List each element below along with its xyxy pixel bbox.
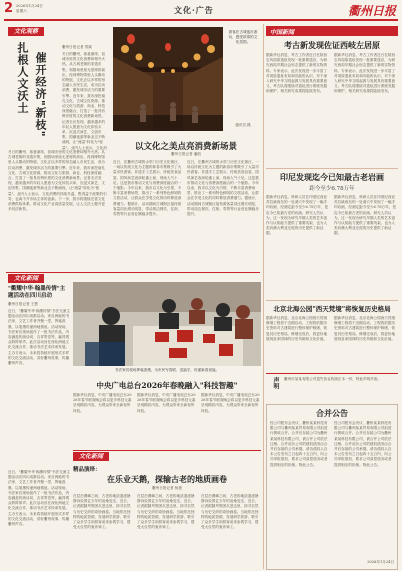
center-byline: 衢州日报记者 潘凯 xyxy=(171,152,201,156)
masthead xyxy=(4,2,398,18)
special-headline: 在乐业天鹅，探输古老的地质画卷 xyxy=(107,474,227,484)
center-headline: 以文化之美点亮消费新场景 xyxy=(134,142,237,152)
col1-body: 冬日的衢州，寒意渐浓，但城市里的文化消费却格外火热。从古城老街的非遗市集，到剧场里座无虚席的演出，再到博物馆里人头攒动的特展，文化正以多样的形态融入市民生活，成为拉动消费、激发城市活力的重要引擎。近年来，我市深挖南孔文化、古城文化资源，推动文化与旅游、商业、科技深度融合，打造了一批具有辨识度的文化消费新场景。记者走访发现，越来越多的年轻人愿意为文化体验买单，沉浸式演艺、文创市集、国潮夜游等新业态不断涌现，让"流量"转化为"留量"。业内人士表示，文化消费的持续升温，既得益于政策的引导，也离不开市场主体的创新。下一步，我市将继续完善文化消费供给体系，推动文化产业高质量发展，让人文沃土催开更多经济新枝。 xyxy=(8,150,107,212)
notice-label: 声明 xyxy=(272,377,279,389)
col1-headline xyxy=(14,42,58,142)
section-title: 文化·广告 xyxy=(174,5,214,15)
book-byline: 衢州日报记者 王慧 xyxy=(8,302,38,306)
cctv-body-left: 据新华社消息，中央广播电视总台2026年春节联欢晚会将以更多科技元素呈现精彩内容，为观众带来全新视听体验。 xyxy=(73,393,132,413)
merger-date: 2026年1月24日 xyxy=(367,560,394,564)
right-column-rule xyxy=(263,24,264,569)
special-body-left: 在层峦叠嶂之间，古老的地质遗迹静静诉说着亿万年的沧桑变迁。近日，记者跟随考察团走进这里，探寻自然与历史交织的奇妙画卷。当地依托独特的地质资源，发展研学旅游，吸引了众多学生和游客前来参观学习，感受大自然的鬼斧神工。 xyxy=(73,494,131,530)
calligraphy-photo-art xyxy=(73,282,261,366)
book-body: 近日，"衢耀中华·翰墨传情"书法交流主题活动在四川成都启动。来自两地的书法家、文艺工作者齐聚一堂，挥毫泼墨，以笔墨传递两地情谊。活动现场，书法家们现场创作了一批书法作品，内容涵盖传统诗词、吉祥寄语等，赢得观众阵阵掌声。此次活动旨在深化两地文化交流合作，推动书法艺术传承发展。主办方表示，未来将持续开展形式多样的文化交流活动，讲好衢州故事，传播衢州声音。 xyxy=(8,309,70,366)
right-headline-3: 北京北海公园"西天梵境"将恢复历史格局 xyxy=(273,305,391,313)
calligraphy-caption: 书法家们现场挥毫泼墨，为市民写春联、送福字，传递新春祝福。 xyxy=(114,368,220,372)
cctv-headline: 中央广电总台2026年春晚融入"科技智趣" xyxy=(96,381,238,390)
col1-body-top: 冬日的衢州，寒意渐浓，但城市里的文化消费却格外火热。从古城老街的非遗市集，到剧场里座无虚席的演出，再到博物馆里人头攒动的特展，文化正以多样的形态融入市民生活，成为拉动消费、激发城市活力的重要引擎。近年来，我市深挖南孔文化、古城文化资源，推动文化与旅游、商业、科技深度融合，打造了一批具有辨识度的文化消费新场景。记者走访发现，越来越多的年轻人愿意为文化体验买单，沉浸式演艺、文创市集、国潮夜游等新业态不断涌现，让"流量"转化为"留量"。业内人士表示，文化消 xyxy=(62,52,107,150)
right-divider-1 xyxy=(266,168,398,169)
special-kicker: 精品演绎： xyxy=(73,467,101,473)
right-header-bar xyxy=(266,26,398,36)
right-body-1b: 据新华社消息，考古工作者近日在陕西宝鸡周原遗址发现一批重要遗存，为研究西周早期社会形态提供了新的实物资料。专家表示，此次发现进一步丰富了对周原遗址布局和功能的认识，对于深入研究中华文明起源与发展具有重要意义。考古队将继续对遗址进行系统发掘和保护，相关研究成果将陆续发布。 xyxy=(334,53,396,94)
headline-vertical-1: 扎根人文沃土 xyxy=(16,42,29,114)
right-body-3a: 据新华社消息，北京北海公园西天梵境修缮工程将于近期启动，工程将依据历史资料对古建筑进行整体保护修缮，恢复其历史格局。修缮完成后，将更好地展现皇家园林的历史风貌和文化价值。 xyxy=(266,316,328,341)
date-line: 2026年1月24日 xyxy=(16,4,43,8)
special-byline: 衢州日报记者 杨惠 xyxy=(152,486,182,490)
notice-body: 衢州市某某有限公司遗失营业执照正本一份，特此声明作废。 xyxy=(284,377,382,381)
calligraphy-photo xyxy=(73,282,261,366)
section-tag-culture-observation: 文化观察 xyxy=(8,27,44,36)
section-tag-special: 文化新闻 xyxy=(73,452,109,461)
merger-body-b: 经公司股东会决议，衢州某某科技有限公司与衢州某某贸易有限公司拟进行吸收合并。合并后存续公司为衢州某某科技有限公司，被合并公司依法注销。合并前各公司的债权债务由合并后存续的公司承继。请各债权人自本公告发布之日起四十五日内，向公司申报债权，要求公司清偿债务或者提供相应的担保。特此公告。 xyxy=(334,421,392,467)
right-body-2a: 据新华社消息，科研人员在印度尼西亚苏拉威西岛的一处洞穴中发现了一幅手印岩画，经测定距今至少6.78万年，是迄今已知最古老的岩画。研究人员认为，这一发现为研究早期人类的艺术创作与认知能力提供了重要线索，也为人类向澳大利亚迁徙的历史提供了新证据。 xyxy=(266,195,328,236)
merger-title: 合并公告 xyxy=(316,408,348,418)
left-divider xyxy=(6,272,260,273)
paper-name: 衢州日报 xyxy=(347,4,396,18)
right-subhead-2: 距今至少6.78万年 xyxy=(309,186,355,192)
headline-vertical-2: 催开经济"新枝" xyxy=(34,52,47,138)
special-body-mid: 在层峦叠嶂之间，古老的地质遗迹静静诉说着亿万年的沧桑变迁。近日，记者跟随考察团走进这里，探寻自然与历史交织的奇妙画卷。当地依托独特的地质资源，发展研学旅游，吸引了众多学生和游客前来参观学习，感受大自然的鬼斧神工。 xyxy=(137,494,195,530)
photo-credit: 通讯员 摄 xyxy=(235,123,251,127)
center-body-left: 近日，在衢州古城的水亭门历史文化街区，一场以传统文化为主题的新春市集吸引了大量市民游客。非遗手工艺展示、传统美食品鉴、国风演艺表演轮番上演，现场人气十足。这是我市推动文化与消费深度融合的一个缩影。今年以来，我市以文化为引领，不断丰富消费场景，推出了一系列特色鲜明的文旅活动，让群众在享受文化的同时释放消费潜力。据统计，活动期间古城街区接待游客量同比增长明显，带动周边餐饮、住宿、零售等行业营业额稳步提升。 xyxy=(113,160,182,217)
right-headline-2: 印尼发现迄今已知最古老岩画 xyxy=(280,172,384,182)
right-body-3b: 据新华社消息，北京北海公园西天梵境修缮工程将于近期启动，工程将依据历史资料对古建筑进行整体保护修缮，恢复其历史格局。修缮完成后，将更好地展现皇家园林的历史风貌和文化价值。 xyxy=(334,316,396,341)
weekday: 星期六 xyxy=(16,9,27,13)
book-body-continued: 近日，"衢耀中华·翰墨传情"书法交流主题活动在四川成都启动。来自两地的书法家、文艺工作者齐聚一堂，挥毫泼墨，以笔墨传递两地情谊。活动现场，书法家们现场创作了一批书法作品，内容涵盖传统诗词、吉祥寄语等，赢得观众阵阵掌声。此次活动旨在深化两地文化交流合作，推动书法艺术传承发展。主办方表示，未来将持续开展形式多样的文化交流活动，讲好衢州故事，传播衢州声音。 xyxy=(8,470,70,527)
special-body-right: 在层峦叠嶂之间，古老的地质遗迹静静诉说着亿万年的沧桑变迁。近日，记者跟随考察团走进这里，探寻自然与历史交织的奇妙画卷。当地依托独特的地质资源，发展研学旅游，吸引了众多学生和游客前来参观学习，感受大自然的鬼斧神工。 xyxy=(201,494,259,530)
lantern-street-photo xyxy=(113,27,223,131)
col1-byline: 衢州日报记者 郑斌 xyxy=(62,45,92,49)
merger-body-a: 经公司股东会决议，衢州某某科技有限公司与衢州某某贸易有限公司拟进行吸收合并。合并后存续公司为衢州某某科技有限公司，被合并公司依法注销。合并前各公司的债权债务由合并后存续的公司承继。请各债权人自本公告发布之日起四十五日内，向公司申报债权，要求公司清偿债务或者提供相应的担保。特此公告。 xyxy=(270,421,328,467)
page-number: 2 xyxy=(4,1,14,16)
center-body-right: 近日，在衢州古城的水亭门历史文化街区，一场以传统文化为主题的新春市集吸引了大量市民游客。非遗手工艺展示、传统美食品鉴、国风演艺表演轮番上演，现场人气十足。这是我市推动文化与消费深度融合的一个缩影。今年以来，我市以文化为引领，不断丰富消费场景，推出了一系列特色鲜明的文旅活动，让群众在享受文化的同时释放消费潜力。据统计，活动期间古城街区接待游客量同比增长明显，带动周边餐饮、住宿、零售等行业营业额稳步提升。 xyxy=(187,160,259,217)
cctv-body-right: 据新华社消息，中央广播电视总台2026年春节联欢晚会将以更多科技元素呈现精彩内容，为观众带来全新视听体验。 xyxy=(201,393,260,413)
section-tag-culture-news: 文化新闻 xyxy=(8,274,44,283)
right-divider-3 xyxy=(266,373,398,374)
right-divider-2 xyxy=(266,300,398,301)
special-divider xyxy=(73,450,261,451)
right-body-1a: 据新华社消息，考古工作者近日在陕西宝鸡周原遗址发现一批重要遗存，为研究西周早期社会形态提供了新的实物资料。专家表示，此次发现进一步丰富了对周原遗址布局和功能的认识，对于深入研究中华文明起源与发展具有重要意义。考古队将继续对遗址进行系统发掘和保护，相关研究成果将陆续发布。 xyxy=(266,53,328,94)
lantern-street-photo-art xyxy=(113,27,223,131)
book-headline: "衢耀中华·翰墨传情"主题活动在四川启动 xyxy=(8,286,66,299)
masthead-rule xyxy=(4,19,398,21)
right-header-label: 中国新闻 xyxy=(270,29,295,36)
right-headline-1: 考古新发现佐证西岐左居原 xyxy=(284,40,380,50)
photo-caption: 游客在古城夜市游玩，感受浓浓的文化氛围。 xyxy=(228,30,258,45)
right-body-2b: 据新华社消息，科研人员在印度尼西亚苏拉威西岛的一处洞穴中发现了一幅手印岩画，经测定距今至少6.78万年，是迄今已知最古老的岩画。研究人员认为，这一发现为研究早期人类的艺术创作与认知能力提供了重要线索，也为人类向澳大利亚迁徙的历史提供了新证据。 xyxy=(334,195,396,236)
cctv-body-mid: 据新华社消息，中央广播电视总台2026年春节联欢晚会将以更多科技元素呈现精彩内容，为观众带来全新视听体验。 xyxy=(137,393,196,413)
